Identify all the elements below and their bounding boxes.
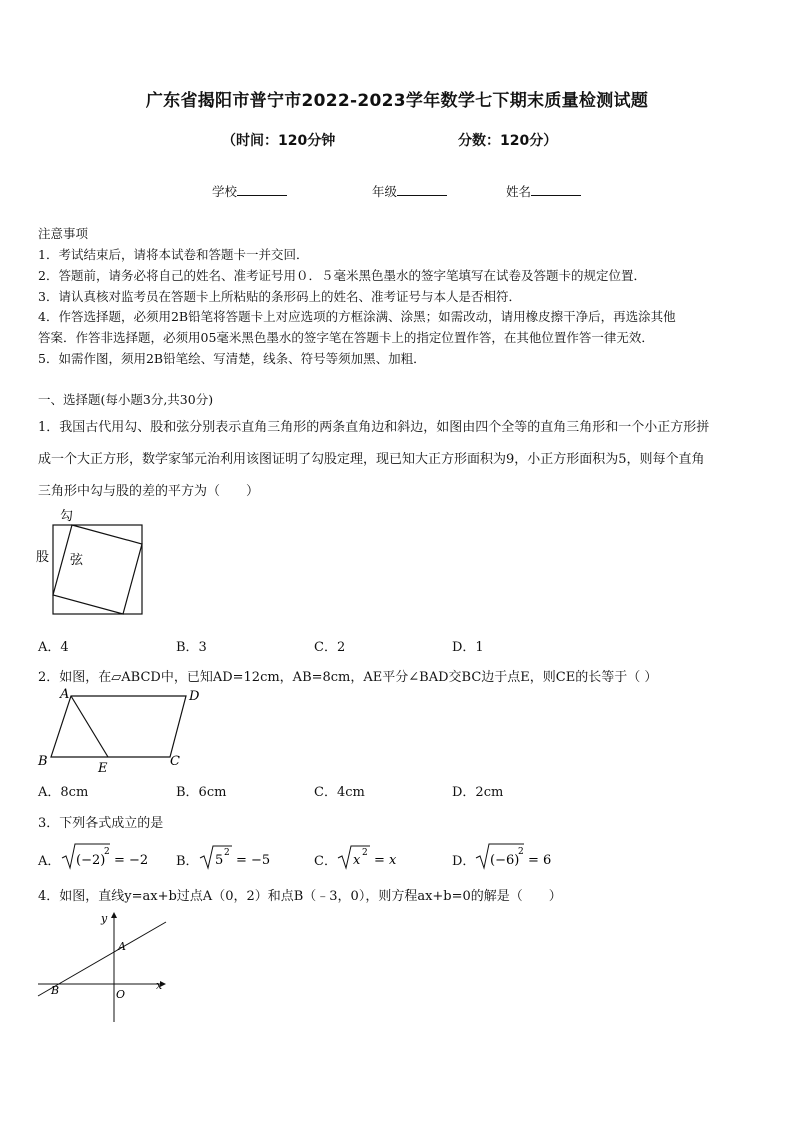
q2-figure [34,684,214,776]
q2-option-a: A．8cm [38,785,89,800]
xian-label: 弦 [70,553,84,568]
q4-text: 4．如图，直线y=ax+b过点A（0，2）和点B（﹣3，0），则方程ax+b=0的解是（ ） [38,889,562,904]
q1-option-b: B．3 [176,640,207,655]
note-item: 答案．作答非选择题，必须用05毫米黑色墨水的签字笔在答题卡上的指定位置作答，在其他位置作答一律无效． [38,330,654,345]
q2-option-d: D．2cm [452,785,504,800]
rhs: = x [374,853,397,868]
rhs: = −5 [236,853,271,868]
origin-label: O [116,988,126,1001]
q1-option-c: C．2 [314,640,346,655]
q3-option-c [314,850,337,869]
label-d: D [189,689,200,704]
note-item: 4．作答选择题，必须用2B铅笔将答题卡上对应选项的方框涂满、涂黑；如需改动，请用橡皮擦干净后，再选涂其他 [38,309,676,324]
grade-field [372,182,447,200]
school-blank [237,183,287,196]
radicand: (−2) [76,853,106,868]
q2-option-b: B．6cm [176,785,227,800]
q3-formula-c [336,840,416,872]
q3-formula-a [60,840,155,872]
section-heading: 一、选择题(每小题3分,共30分) [38,392,214,407]
radicand: (−6) [490,853,520,868]
inner-tilted-square [53,525,142,614]
x-label: x [156,979,163,992]
exam-title: 广东省揭阳市普宁市2022-2023学年数学七下期末质量检测试题 [145,91,649,111]
grade-blank [397,183,447,196]
exponent: 2 [104,847,110,857]
q3-option-b [176,850,199,869]
gou-label: 勾 [60,509,74,524]
q3-text: 3．下列各式成立的是 [38,816,164,831]
q1-option-d: D．1 [452,640,484,655]
school-label: 学校 [212,184,238,199]
rhs: = 6 [528,853,552,868]
exponent: 2 [224,848,230,858]
radicand: 5 [215,853,224,868]
option-label: C． [314,854,337,869]
q1-figure [34,506,149,618]
name-blank [531,183,581,196]
y-label: y [101,912,108,925]
rhs: = −2 [114,853,149,868]
q1-line: 成一个大正方形，数学家邹元治利用该图证明了勾股定理，现已知大正方形面积为9，小正方形面积为5，则每个直角 [38,452,705,467]
point-b-label: B [51,984,60,997]
q3-option-d [452,850,475,869]
grade-label: 年级 [372,184,398,199]
note-item: 3．请认真核对监考员在答题卡上所粘贴的条形码上的姓名、准考证号与本人是否相符． [38,289,521,304]
note-item: 5．如需作图，须用2B铅笔绘、写清楚，线条、符号等须加黑、加粗． [38,351,426,366]
exponent: 2 [518,847,524,857]
outer-square [53,525,142,614]
parallelogram [51,696,186,757]
bisector-ae [71,696,108,757]
q4-figure [34,906,169,1026]
label-a: A [60,687,70,702]
name-field [506,182,581,200]
exam-time: （时间：120分钟 [222,133,336,149]
option-label: B． [176,854,199,869]
option-label: D． [452,854,476,869]
q1-option-a: A．4 [38,640,69,655]
q2-option-c: C．4cm [314,785,365,800]
q3-option-a [38,850,60,869]
q3-formula-d [474,840,564,872]
notes-heading: 注意事项 [38,226,89,241]
label-b: B [38,754,48,769]
label-e: E [98,761,108,776]
q3-formula-b [198,840,278,872]
school-field [212,182,287,200]
name-label: 姓名 [506,184,532,199]
q2-text: 2．如图，在▱ABCD中，已知AD=12cm，AB=8cm，AE平分∠BAD交BC边于点E，则CE的长等于（ ） [38,670,658,685]
gu-label: 股 [36,550,50,565]
q1-line: 1．我国古代用勾、股和弦分别表示直角三角形的两条直角边和斜边，如图由四个全等的直角三角形和一个小正方形拼 [38,420,710,435]
q1-line: 三角形中勾与股的差的平方为（ ） [38,484,260,499]
y-arrow [111,912,117,918]
option-label: A． [38,854,61,869]
radicand: x [353,853,361,868]
exam-score: 分数：120分） [458,133,558,149]
label-c: C [170,754,180,769]
point-a-label: A [118,940,126,953]
exponent: 2 [362,848,368,858]
note-item: 1．考试结束后，请将本试卷和答题卡一并交回． [38,247,309,262]
note-item: 2．答题前，请务必将自己的姓名、准考证号用０．５毫米黑色墨水的签字笔填写在试卷及答题卡的规定位置． [38,268,646,283]
